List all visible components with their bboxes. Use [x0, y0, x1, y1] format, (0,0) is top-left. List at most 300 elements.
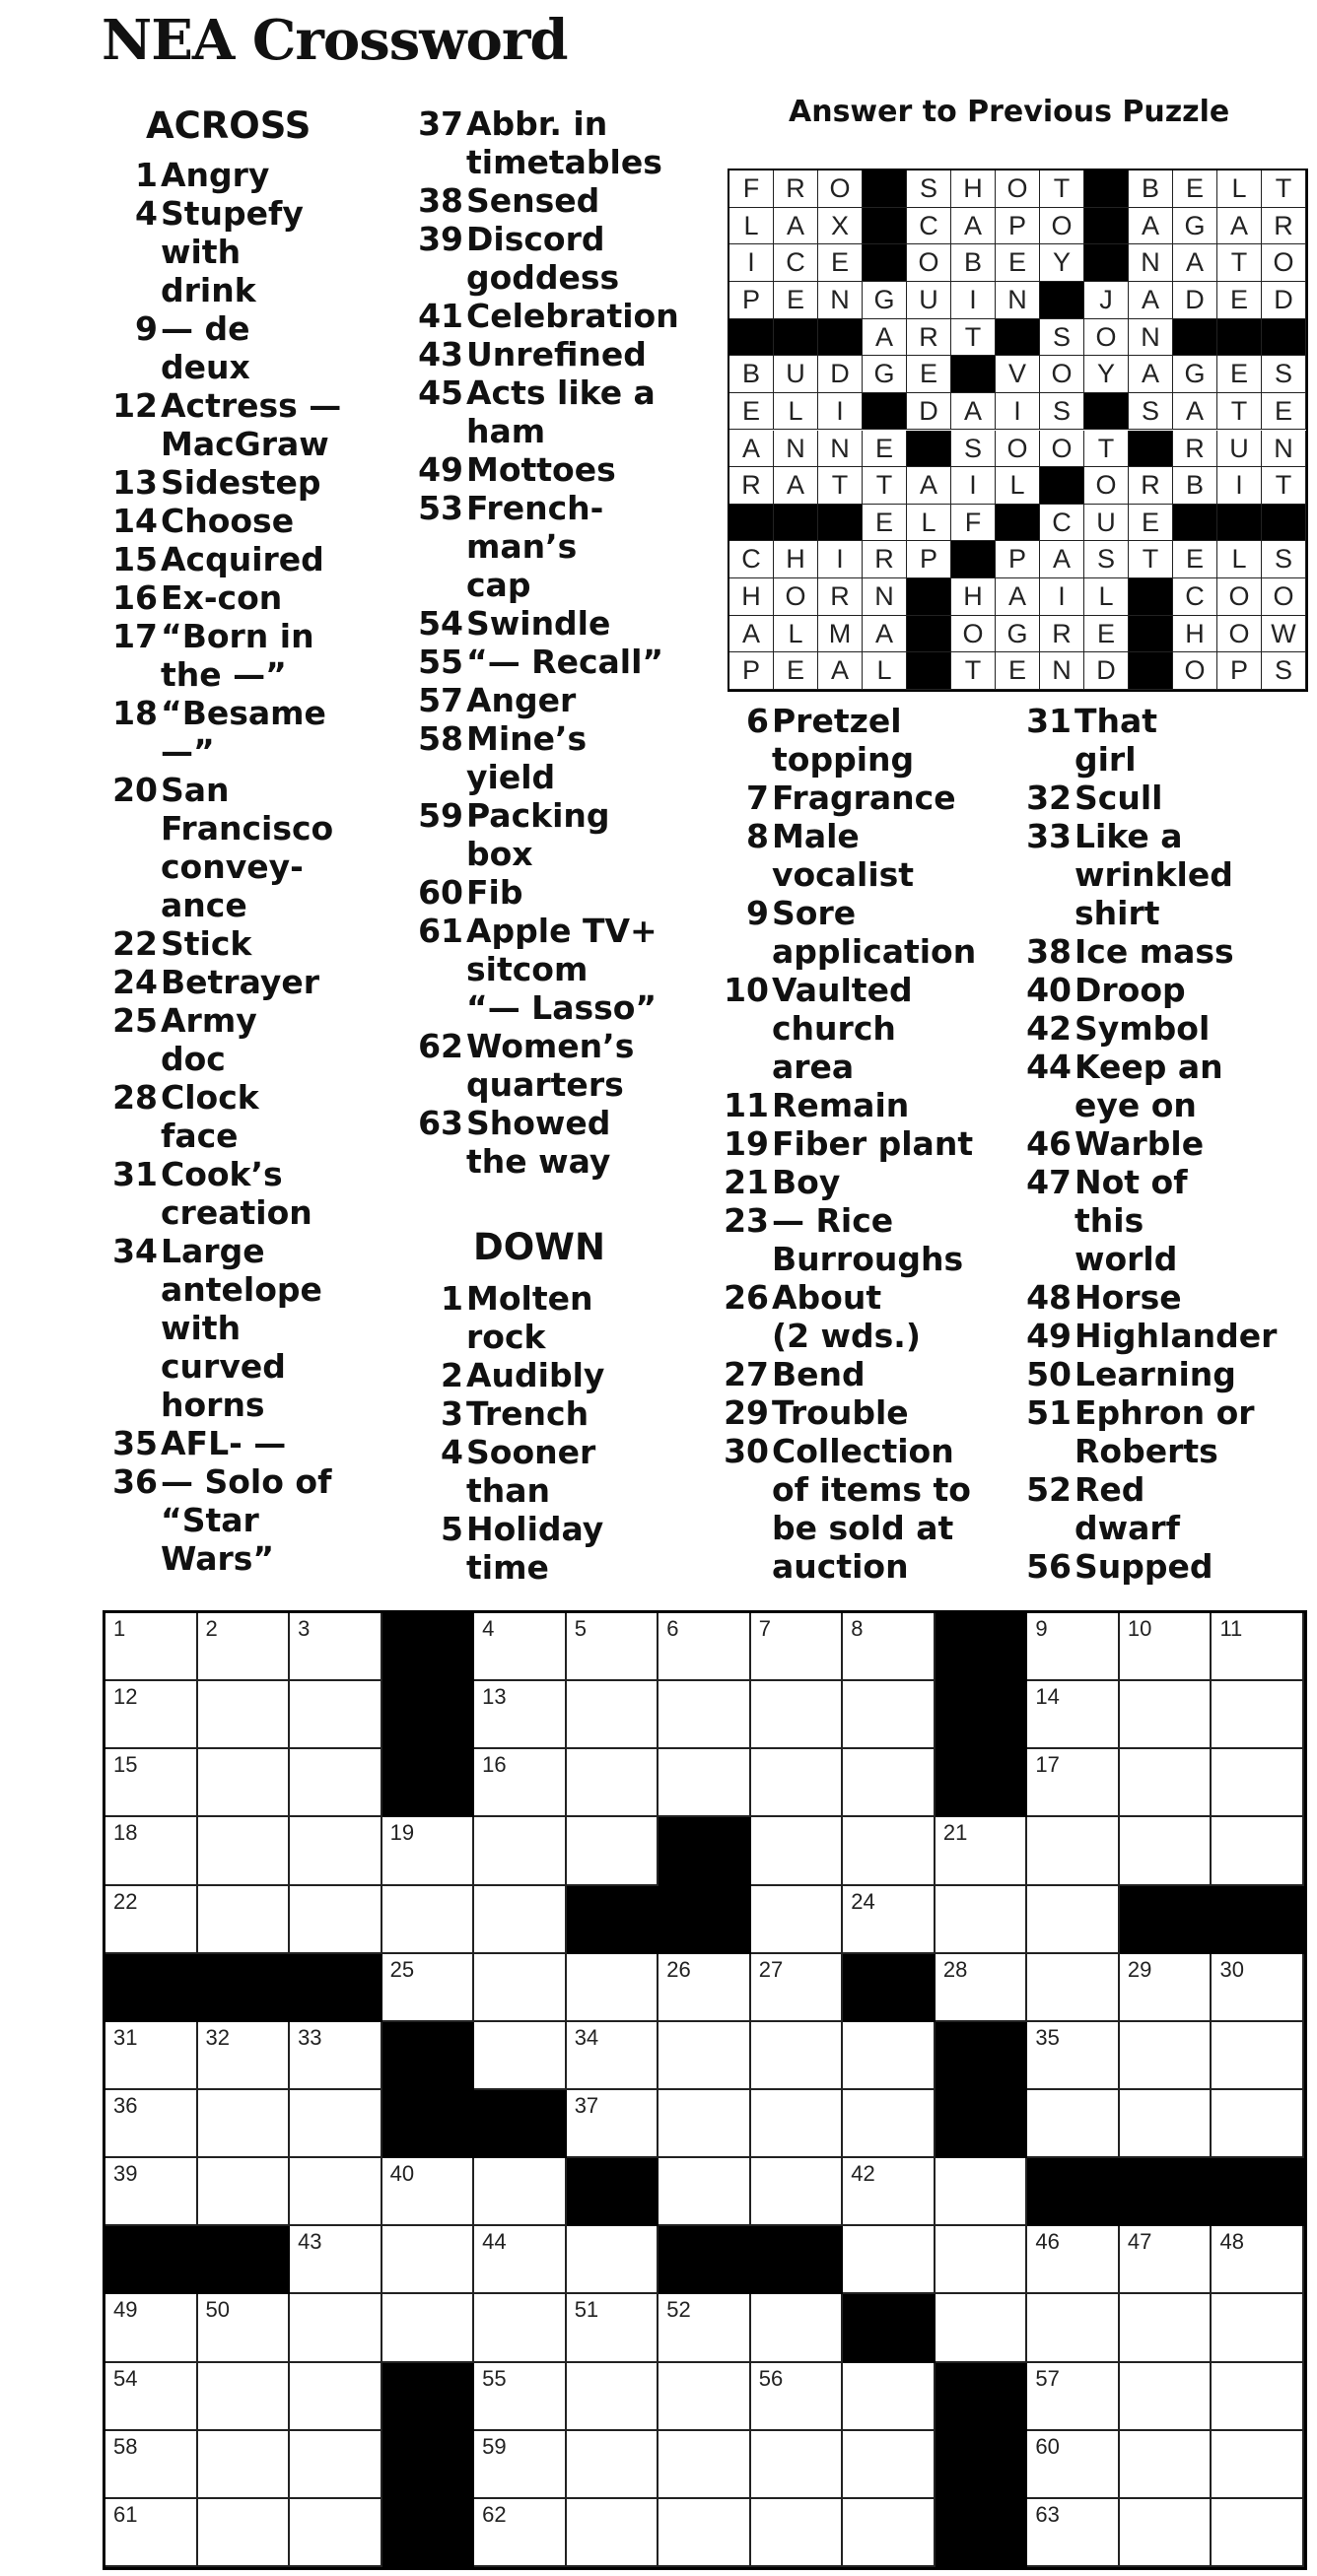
cell-number: 15	[113, 1752, 138, 1778]
grid-cell[interactable]	[1027, 1613, 1120, 1681]
clue-down_col4-51	[1017, 1393, 1255, 1470]
grid-cell[interactable]	[198, 1749, 291, 1817]
grid-cell[interactable]	[382, 1817, 475, 1885]
grid-cell[interactable]	[751, 1886, 844, 1954]
grid-cell[interactable]	[1120, 1817, 1213, 1885]
grid-cell[interactable]	[936, 1886, 1028, 1954]
grid-cell[interactable]	[382, 1954, 475, 2022]
answer-black-square	[818, 505, 863, 542]
answer-letter: L	[729, 208, 774, 245]
answer-black-square	[1084, 170, 1129, 208]
cell-number: 14	[1035, 1684, 1060, 1710]
grid-cell[interactable]	[474, 2363, 567, 2431]
cell-number: 11	[1219, 1616, 1243, 1641]
clue-number: 17	[112, 617, 158, 655]
clue-down_col4-49	[1017, 1317, 1277, 1355]
grid-cell[interactable]	[658, 2022, 751, 2090]
grid-cell[interactable]	[1120, 2226, 1213, 2294]
cell-number: 35	[1035, 2024, 1060, 2050]
answer-black-square	[774, 505, 818, 542]
answer-letter: E	[1262, 393, 1306, 431]
grid-cell[interactable]	[290, 2022, 382, 2090]
clue-down_col4-50	[1017, 1355, 1236, 1393]
clue-text: Learning	[1074, 1355, 1236, 1393]
grid-cell[interactable]	[936, 2226, 1028, 2294]
grid-cell[interactable]	[474, 2022, 567, 2090]
answer-letter: H	[1173, 616, 1217, 653]
cell-number: 13	[482, 1684, 507, 1710]
grid-cell[interactable]	[1120, 2090, 1213, 2158]
answer-black-square	[1262, 505, 1306, 542]
grid-cell[interactable]	[1120, 1749, 1213, 1817]
answer-letter: A	[951, 208, 996, 245]
clue-across_col1-36	[106, 1462, 331, 1578]
grid-cell[interactable]	[290, 2090, 382, 2158]
answer-letter: E	[818, 244, 863, 282]
cell-number: 30	[1219, 1956, 1244, 1982]
clue-across_col1-14	[106, 502, 294, 540]
grid-cell[interactable]	[751, 2090, 844, 2158]
answer-letter: A	[1173, 244, 1217, 282]
grid-cell[interactable]	[751, 1749, 844, 1817]
grid-cell[interactable]	[567, 1681, 659, 1749]
cell-number: 32	[205, 2024, 231, 2050]
grid-cell[interactable]	[474, 1886, 567, 1954]
grid-cell[interactable]	[567, 1817, 659, 1885]
clue-across_col1-1	[106, 156, 269, 194]
grid-cell[interactable]	[751, 1613, 844, 1681]
answer-letter: T	[1217, 244, 1262, 282]
grid-cell[interactable]	[751, 2499, 844, 2567]
answer-letter: T	[1217, 393, 1262, 431]
answer-letter: T	[1040, 170, 1084, 208]
grid-cell[interactable]	[751, 2363, 844, 2431]
black-square	[1212, 2158, 1304, 2226]
grid-cell[interactable]	[290, 1886, 382, 1954]
grid-cell[interactable]	[843, 2226, 936, 2294]
grid-cell[interactable]	[567, 2022, 659, 2090]
grid-cell[interactable]	[843, 2090, 936, 2158]
clue-text: Fragrance	[772, 779, 956, 817]
grid-cell[interactable]	[290, 2226, 382, 2294]
grid-cell[interactable]	[751, 2022, 844, 2090]
clue-number: 42	[1026, 1009, 1072, 1048]
grid-cell[interactable]	[105, 1886, 198, 1954]
grid-cell[interactable]	[658, 1954, 751, 2022]
answer-letter: S	[1040, 393, 1084, 431]
grid-cell[interactable]	[105, 2499, 198, 2567]
cell-number: 52	[666, 2297, 691, 2323]
cell-number: 1	[113, 1616, 126, 1641]
grid-cell[interactable]	[290, 2431, 382, 2499]
clue-number: 56	[1026, 1547, 1072, 1586]
grid-cell[interactable]	[843, 2363, 936, 2431]
grid-cell[interactable]	[198, 2363, 291, 2431]
answer-letter: E	[996, 244, 1040, 282]
clue-down_col2-3	[409, 1394, 589, 1433]
grid-cell[interactable]	[843, 2158, 936, 2226]
answer-letter: B	[951, 244, 996, 282]
clue-text: Women’s quarters	[466, 1027, 635, 1104]
clue-text: “— Recall”	[466, 643, 664, 681]
grid-cell[interactable]	[198, 1817, 291, 1885]
cell-number: 16	[482, 1752, 507, 1778]
answer-letter: O	[1084, 319, 1129, 357]
grid-cell[interactable]	[751, 2158, 844, 2226]
cell-number: 22	[113, 1888, 138, 1914]
grid-cell[interactable]	[1027, 2226, 1120, 2294]
clue-number: 14	[112, 502, 158, 540]
grid-cell[interactable]	[474, 2431, 567, 2499]
answer-letter: I	[951, 467, 996, 505]
clue-number: 4	[441, 1433, 463, 1471]
clue-number: 61	[418, 912, 463, 950]
grid-cell[interactable]	[198, 1681, 291, 1749]
answer-black-square	[1129, 652, 1173, 690]
clue-text: Apple TV+ sitcom “— Lasso”	[466, 912, 658, 1027]
grid-cell[interactable]	[290, 1681, 382, 1749]
clue-down_col4-52	[1017, 1470, 1180, 1547]
grid-cell[interactable]	[382, 2226, 475, 2294]
grid-cell[interactable]	[198, 2022, 291, 2090]
grid-cell[interactable]	[567, 2090, 659, 2158]
grid-cell[interactable]	[567, 1613, 659, 1681]
grid-cell[interactable]	[1120, 2499, 1213, 2567]
black-square	[1212, 1886, 1304, 1954]
clue-number: 16	[112, 578, 158, 617]
grid-cell[interactable]	[1027, 1954, 1120, 2022]
clue-across_col1-17	[106, 617, 314, 694]
clue-down_col4-47	[1017, 1163, 1188, 1278]
answer-letter: E	[1129, 505, 1173, 542]
grid-cell[interactable]	[1120, 1954, 1213, 2022]
answer-letter: R	[1262, 208, 1306, 245]
grid-cell[interactable]	[1212, 1954, 1304, 2022]
clue-across_col1-20	[106, 771, 333, 924]
answer-black-square	[1084, 244, 1129, 282]
clue-number: 12	[112, 386, 158, 425]
answer-letter: N	[774, 431, 818, 468]
clue-number: 48	[1026, 1278, 1072, 1317]
grid-cell[interactable]	[105, 1613, 198, 1681]
grid-cell[interactable]	[658, 2499, 751, 2567]
grid-cell[interactable]	[658, 2294, 751, 2362]
cell-number: 42	[851, 2161, 875, 2187]
answer-letter: G	[863, 356, 907, 393]
grid-cell[interactable]	[198, 1613, 291, 1681]
grid-cell[interactable]	[936, 2294, 1028, 2362]
clue-text: Ex-con	[161, 578, 283, 617]
answer-letter: R	[729, 467, 774, 505]
grid-cell[interactable]	[1212, 1681, 1304, 1749]
grid-cell[interactable]	[658, 1613, 751, 1681]
clue-text: Boy	[772, 1163, 841, 1201]
cell-number: 24	[851, 1888, 875, 1914]
grid-cell[interactable]	[567, 2294, 659, 2362]
black-square	[658, 2226, 751, 2294]
clue-number: 1	[441, 1279, 463, 1318]
grid-cell[interactable]	[1120, 2022, 1213, 2090]
black-square	[1120, 2158, 1213, 2226]
clue-text: Droop	[1074, 971, 1186, 1009]
grid-cell[interactable]	[1027, 2090, 1120, 2158]
grid-cell[interactable]	[105, 2431, 198, 2499]
grid-cell[interactable]	[198, 1886, 291, 1954]
grid-cell[interactable]	[843, 2431, 936, 2499]
clue-down_col3-10	[715, 971, 913, 1086]
clue-text: San Francisco convey- ance	[161, 771, 334, 924]
cell-number: 21	[942, 1820, 968, 1846]
grid-cell[interactable]	[474, 2158, 567, 2226]
grid-cell[interactable]	[567, 2226, 659, 2294]
grid-cell[interactable]	[751, 2294, 844, 2362]
answer-letter: Y	[1084, 356, 1129, 393]
grid-cell[interactable]	[290, 2363, 382, 2431]
black-square	[936, 2022, 1028, 2090]
clue-number: 9	[746, 894, 769, 932]
grid-cell[interactable]	[1212, 2499, 1304, 2567]
grid-cell[interactable]	[474, 2226, 567, 2294]
answer-letter: E	[729, 393, 774, 431]
clue-text: “Besame —”	[161, 694, 326, 771]
grid-cell[interactable]	[1120, 2431, 1213, 2499]
clue-across_col1-13	[106, 463, 321, 502]
grid-cell[interactable]	[567, 2499, 659, 2567]
grid-cell[interactable]	[1212, 2431, 1304, 2499]
clue-number: 44	[1026, 1048, 1072, 1086]
grid-cell[interactable]	[658, 2363, 751, 2431]
clue-number: 18	[112, 694, 158, 732]
grid-cell[interactable]	[1212, 2294, 1304, 2362]
grid-cell[interactable]	[843, 1749, 936, 1817]
black-square	[567, 1886, 659, 1954]
grid-cell[interactable]	[658, 2431, 751, 2499]
black-square	[567, 2158, 659, 2226]
grid-cell[interactable]	[1027, 2363, 1120, 2431]
grid-cell[interactable]	[658, 2158, 751, 2226]
grid-cell[interactable]	[1212, 2022, 1304, 2090]
cell-number: 48	[1219, 2229, 1244, 2255]
grid-cell[interactable]	[105, 2294, 198, 2362]
clue-number: 51	[1026, 1393, 1072, 1432]
clue-across_col2-39	[409, 220, 619, 297]
clue-number: 40	[1026, 971, 1072, 1009]
grid-cell[interactable]	[1212, 1749, 1304, 1817]
clue-text: Fib	[466, 873, 523, 912]
grid-cell[interactable]	[567, 1954, 659, 2022]
grid-cell[interactable]	[843, 1817, 936, 1885]
grid-cell[interactable]	[1120, 1613, 1213, 1681]
answer-letter: E	[1173, 170, 1217, 208]
grid-cell[interactable]	[1027, 1886, 1120, 1954]
answer-black-square	[1040, 467, 1084, 505]
grid-cell[interactable]	[751, 1681, 844, 1749]
grid-cell[interactable]	[382, 2294, 475, 2362]
grid-cell[interactable]	[843, 1681, 936, 1749]
grid-cell[interactable]	[1120, 2294, 1213, 2362]
answer-letter: P	[996, 541, 1040, 578]
answer-letter: O	[951, 616, 996, 653]
grid-cell[interactable]	[751, 2431, 844, 2499]
grid-cell[interactable]	[1212, 1817, 1304, 1885]
grid-cell[interactable]	[198, 2158, 291, 2226]
grid-cell[interactable]	[1120, 1681, 1213, 1749]
clue-number: 20	[112, 771, 158, 809]
cell-number: 34	[574, 2024, 599, 2050]
black-square	[936, 1681, 1028, 1749]
answer-letter: U	[774, 356, 818, 393]
cell-number: 7	[758, 1616, 772, 1641]
grid-cell[interactable]	[1027, 2294, 1120, 2362]
clue-text: Like a wrinkled shirt	[1074, 817, 1233, 932]
grid-cell[interactable]	[474, 1681, 567, 1749]
grid-cell[interactable]	[1212, 1613, 1304, 1681]
black-square	[382, 2431, 475, 2499]
grid-cell[interactable]	[105, 1817, 198, 1885]
grid-cell[interactable]	[751, 1817, 844, 1885]
grid-cell[interactable]	[936, 1954, 1028, 2022]
answer-black-square	[863, 208, 907, 245]
grid-cell[interactable]	[658, 1749, 751, 1817]
grid-cell[interactable]	[936, 1817, 1028, 1885]
grid-cell[interactable]	[382, 2158, 475, 2226]
answer-black-square	[729, 505, 774, 542]
black-square	[382, 2022, 475, 2090]
grid-cell[interactable]	[658, 1681, 751, 1749]
clue-number: 31	[112, 1155, 158, 1193]
grid-cell[interactable]	[751, 1954, 844, 2022]
answer-letter: R	[1129, 467, 1173, 505]
answer-letter: T	[1262, 467, 1306, 505]
grid-cell[interactable]	[1212, 2090, 1304, 2158]
page-title: NEA Crossword	[102, 8, 568, 73]
grid-cell[interactable]	[1027, 2431, 1120, 2499]
answer-letter: O	[1040, 208, 1084, 245]
answer-letter: I	[818, 541, 863, 578]
answer-black-square	[1040, 282, 1084, 319]
cell-number: 62	[482, 2501, 507, 2527]
grid-cell[interactable]	[105, 1681, 198, 1749]
grid-cell[interactable]	[105, 2090, 198, 2158]
answer-letter: T	[1262, 170, 1306, 208]
clue-text: Celebration	[466, 297, 679, 335]
grid-cell[interactable]	[290, 1749, 382, 1817]
grid-cell[interactable]	[1027, 1817, 1120, 1885]
grid-cell[interactable]	[290, 2294, 382, 2362]
black-square	[936, 2090, 1028, 2158]
grid-cell[interactable]	[105, 1749, 198, 1817]
grid-cell[interactable]	[105, 2363, 198, 2431]
cell-number: 26	[666, 1956, 691, 1982]
grid-cell[interactable]	[474, 1613, 567, 1681]
grid-cell[interactable]	[474, 2499, 567, 2567]
grid-cell[interactable]	[936, 2158, 1028, 2226]
cell-number: 39	[113, 2161, 138, 2187]
answer-letter: D	[907, 393, 951, 431]
grid-cell[interactable]	[474, 2294, 567, 2362]
grid-cell[interactable]	[474, 1817, 567, 1885]
clue-text: Cook’s creation	[161, 1155, 312, 1232]
answer-black-square	[907, 431, 951, 468]
clue-across_col1-34	[106, 1232, 322, 1424]
grid-cell[interactable]	[290, 2158, 382, 2226]
clue-text: Sensed	[466, 181, 600, 220]
black-square	[751, 2226, 844, 2294]
cell-number: 59	[482, 2433, 507, 2459]
answer-letter: A	[774, 208, 818, 245]
grid-cell[interactable]	[567, 2431, 659, 2499]
grid-cell[interactable]	[843, 2022, 936, 2090]
answer-letter: R	[818, 578, 863, 616]
grid-cell[interactable]	[105, 2158, 198, 2226]
answer-letter: N	[1129, 319, 1173, 357]
answer-letter: L	[1217, 541, 1262, 578]
clue-text: Angry	[161, 156, 270, 194]
grid-cell[interactable]	[474, 1954, 567, 2022]
grid-cell[interactable]	[1212, 2226, 1304, 2294]
clue-number: 8	[746, 817, 769, 855]
cell-number: 29	[1127, 1956, 1152, 1982]
grid-cell[interactable]	[567, 1749, 659, 1817]
grid-cell[interactable]	[105, 2022, 198, 2090]
black-square	[936, 1749, 1028, 1817]
grid-cell[interactable]	[198, 2431, 291, 2499]
grid-cell[interactable]	[1212, 2363, 1304, 2431]
answer-black-square	[1129, 616, 1173, 653]
grid-cell[interactable]	[198, 2294, 291, 2362]
grid-cell[interactable]	[290, 2499, 382, 2567]
grid-cell[interactable]	[1027, 2499, 1120, 2567]
grid-cell[interactable]	[198, 2090, 291, 2158]
cell-number: 37	[574, 2093, 599, 2118]
grid-cell[interactable]	[843, 1886, 936, 1954]
answer-letter: D	[818, 356, 863, 393]
clue-text: Abbr. in timetables	[466, 104, 662, 181]
answer-letter: I	[1217, 467, 1262, 505]
grid-cell[interactable]	[198, 2499, 291, 2567]
grid-cell[interactable]	[1027, 1749, 1120, 1817]
answer-letter: P	[996, 208, 1040, 245]
grid-cell[interactable]	[843, 1613, 936, 1681]
answer-letter: L	[996, 467, 1040, 505]
cell-number: 2	[205, 1616, 218, 1641]
answer-black-square	[1129, 431, 1173, 468]
clue-down_col3-6	[715, 702, 914, 779]
answer-letter: E	[774, 282, 818, 319]
grid-cell[interactable]	[290, 1613, 382, 1681]
clue-text: Sore application	[772, 894, 977, 971]
clue-number: 32	[1026, 779, 1072, 817]
black-square	[936, 1613, 1028, 1681]
answer-black-square	[774, 319, 818, 357]
grid-cell[interactable]	[567, 2363, 659, 2431]
answer-letter: I	[818, 393, 863, 431]
answer-letter: A	[1040, 541, 1084, 578]
grid-cell[interactable]	[658, 2090, 751, 2158]
grid-cell[interactable]	[843, 2499, 936, 2567]
grid-cell[interactable]	[1027, 2022, 1120, 2090]
cell-number: 36	[113, 2093, 138, 2118]
grid-cell[interactable]	[290, 1817, 382, 1885]
grid-cell[interactable]	[382, 1886, 475, 1954]
grid-cell[interactable]	[474, 1749, 567, 1817]
grid-cell[interactable]	[1120, 2363, 1213, 2431]
answer-letter: I	[951, 282, 996, 319]
clue-text: Male vocalist	[772, 817, 915, 894]
answer-black-square	[907, 616, 951, 653]
grid-cell[interactable]	[1027, 1681, 1120, 1749]
clue-down_col2-4	[409, 1433, 595, 1510]
